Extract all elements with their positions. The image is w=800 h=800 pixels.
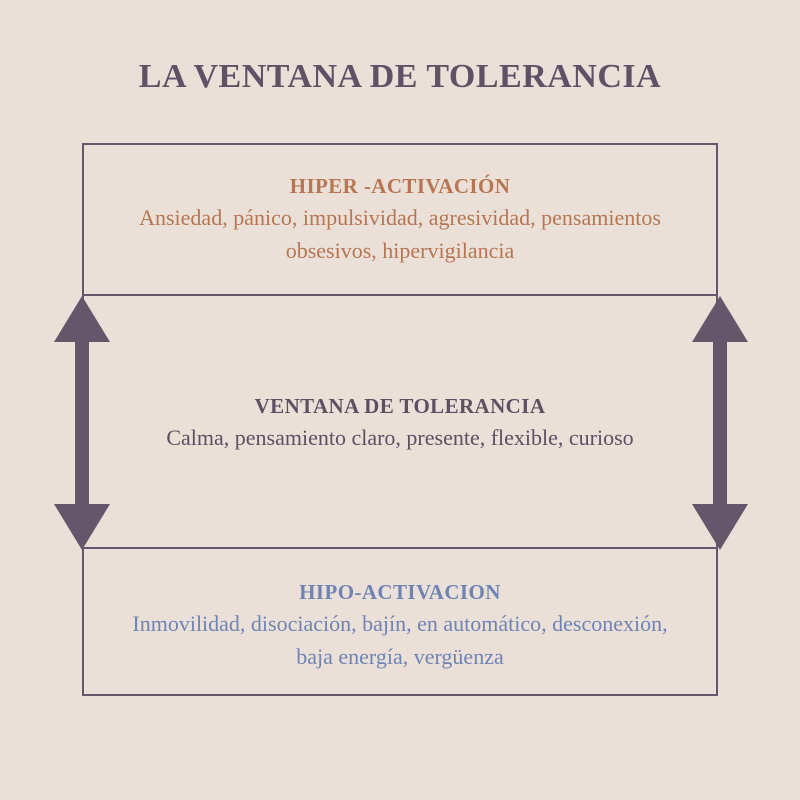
- tolerance-window-description: Calma, pensamiento claro, presente, flexible, curioso: [166, 425, 634, 450]
- double-headed-vertical-arrow-icon: [690, 296, 750, 550]
- tolerance-window-heading: VENTANA DE TOLERANCIA: [254, 394, 546, 418]
- lower-divider-line: [82, 547, 718, 549]
- upper-divider-line: [82, 294, 718, 296]
- hyperactivation-heading: HIPER -ACTIVACIÓN: [289, 174, 511, 198]
- diagram-title: LA VENTANA DE TOLERANCIA: [138, 58, 662, 95]
- hyperactivation-zone: [82, 171, 718, 267]
- hyperactivation-description: Ansiedad, pánico, impulsividad, agresividad, pensamientos obsesivos, hipervigilancia: [139, 205, 661, 263]
- hypoactivation-heading: HIPO-ACTIVACION: [299, 580, 501, 604]
- hypoactivation-description: Inmovilidad, disociación, bajín, en automático, desconexión, baja energía, vergüenza: [132, 611, 668, 669]
- tolerance-window-zone: [82, 391, 718, 454]
- double-headed-vertical-arrow-icon: [52, 296, 112, 550]
- hypoactivation-zone: [82, 577, 718, 673]
